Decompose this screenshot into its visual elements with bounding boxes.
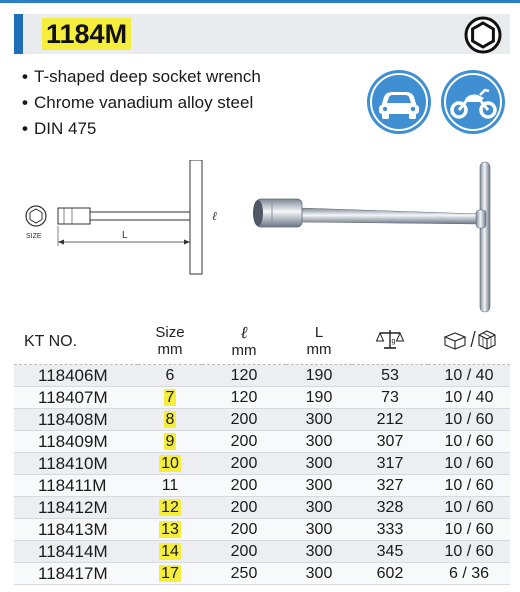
cell-l-small: 250 [202,563,286,585]
table-row [14,519,510,541]
length-L-label: L [122,230,128,241]
cell-weight: 345 [352,541,428,563]
weight-glyph: g [391,338,396,345]
cell-size [138,563,202,585]
table-row [14,409,510,431]
cell-kt-no: 118411M [14,475,138,497]
feature-list [22,64,261,142]
cell-l-large: 300 [286,519,352,541]
cell-pack: 6 / 36 [428,563,510,585]
size-value: 17 [161,565,179,582]
table-row [14,475,510,497]
cell-l-small: 200 [202,475,286,497]
size-value: 12 [161,499,179,516]
cell-kt-no: 118409M [14,431,138,453]
table-row [14,453,510,475]
cell-size [138,497,202,519]
header-size-label: Size [155,324,185,341]
size-value: 8 [165,411,175,428]
header-kt-no: KT NO. [14,318,138,365]
cell-size [138,409,202,431]
title-accent-bar [14,14,23,54]
size-label: SIZE [26,233,42,240]
header-weight [352,318,428,365]
cell-weight: 327 [352,475,428,497]
feature-item: • DIN 475 [22,119,97,138]
cell-l-large: 300 [286,497,352,519]
cell-l-small: 200 [202,541,286,563]
size-value: 13 [161,521,179,538]
cell-l-large: 300 [286,431,352,453]
header-l-small [202,318,286,365]
cell-l-large: 300 [286,541,352,563]
cell-size [138,365,202,387]
cell-pack: 10 / 60 [428,541,510,563]
table-row [14,387,510,409]
car-icon [366,69,432,135]
cell-kt-no: 118407M [14,387,138,409]
size-value: 10 [161,455,179,472]
feature-text: DIN 475 [34,119,97,138]
size-value: 6 [165,367,175,384]
cell-kt-no: 118406M [14,365,138,387]
cell-kt-no: 118417M [14,563,138,585]
size-value: 14 [161,543,179,560]
cell-size [138,387,202,409]
cell-pack: 10 / 60 [428,475,510,497]
cell-l-large: 190 [286,365,352,387]
cell-pack: 10 / 60 [428,409,510,431]
header-l-small-label: ℓ [240,322,248,342]
cell-kt-no: 118414M [14,541,138,563]
cell-l-small: 200 [202,431,286,453]
size-value: 11 [161,477,179,494]
cell-weight: 602 [352,563,428,585]
table-row [14,541,510,563]
cell-pack: 10 / 60 [428,519,510,541]
cell-l-small: 120 [202,387,286,409]
header-l-small-unit: mm [231,341,257,359]
length-l-label: ℓ [212,209,217,223]
cell-kt-no: 118413M [14,519,138,541]
cell-weight: 307 [352,431,428,453]
cell-weight: 333 [352,519,428,541]
feature-text: T-shaped deep socket wrench [34,67,261,86]
cell-l-small: 120 [202,365,286,387]
title-bar [14,14,510,54]
header-l-large-unit: mm [306,341,332,358]
product-code: 1184M [42,18,131,50]
cell-l-small: 200 [202,409,286,431]
feature-item: • T-shaped deep socket wrench [22,67,261,86]
cell-weight: 73 [352,387,428,409]
size-value: 7 [165,389,175,406]
hexagon-drive-icon [464,16,502,54]
spec-table [14,318,510,585]
cell-l-small: 200 [202,497,286,519]
cell-size [138,453,202,475]
cell-size [138,541,202,563]
size-value: 9 [165,433,175,450]
cell-weight: 317 [352,453,428,475]
cell-size [138,475,202,497]
cell-l-large: 300 [286,475,352,497]
cell-pack: 10 / 60 [428,497,510,519]
table-row [14,563,510,585]
cell-pack: 10 / 40 [428,365,510,387]
cell-weight: 328 [352,497,428,519]
cell-size [138,519,202,541]
header-size-unit: mm [157,341,183,358]
cell-size [138,431,202,453]
cell-kt-no: 118410M [14,453,138,475]
cell-l-small: 200 [202,453,286,475]
feature-item: • Chrome vanadium alloy steel [22,93,254,112]
cell-l-large: 300 [286,453,352,475]
cell-weight: 53 [352,365,428,387]
table-header-row [14,318,510,365]
header-l-large-label: L [314,324,324,341]
top-rule [0,0,520,3]
cell-l-large: 300 [286,409,352,431]
wrench-photo [248,158,510,318]
cell-weight: 212 [352,409,428,431]
cell-pack: 10 / 60 [428,431,510,453]
table-row [14,497,510,519]
feature-text: Chrome vanadium alloy steel [34,93,254,112]
box-pack-icon [442,328,496,350]
technical-drawing [22,160,232,280]
motorcycle-icon [440,69,506,135]
cell-l-large: 190 [286,387,352,409]
table-row [14,365,510,387]
header-l-large [286,318,352,365]
scale-icon [375,327,405,351]
cell-kt-no: 118408M [14,409,138,431]
cell-pack: 10 / 60 [428,453,510,475]
cell-kt-no: 118412M [14,497,138,519]
table-row [14,431,510,453]
header-pack [428,318,510,365]
cell-pack: 10 / 40 [428,387,510,409]
cell-l-small: 200 [202,519,286,541]
header-size [138,318,202,365]
cell-l-large: 300 [286,563,352,585]
